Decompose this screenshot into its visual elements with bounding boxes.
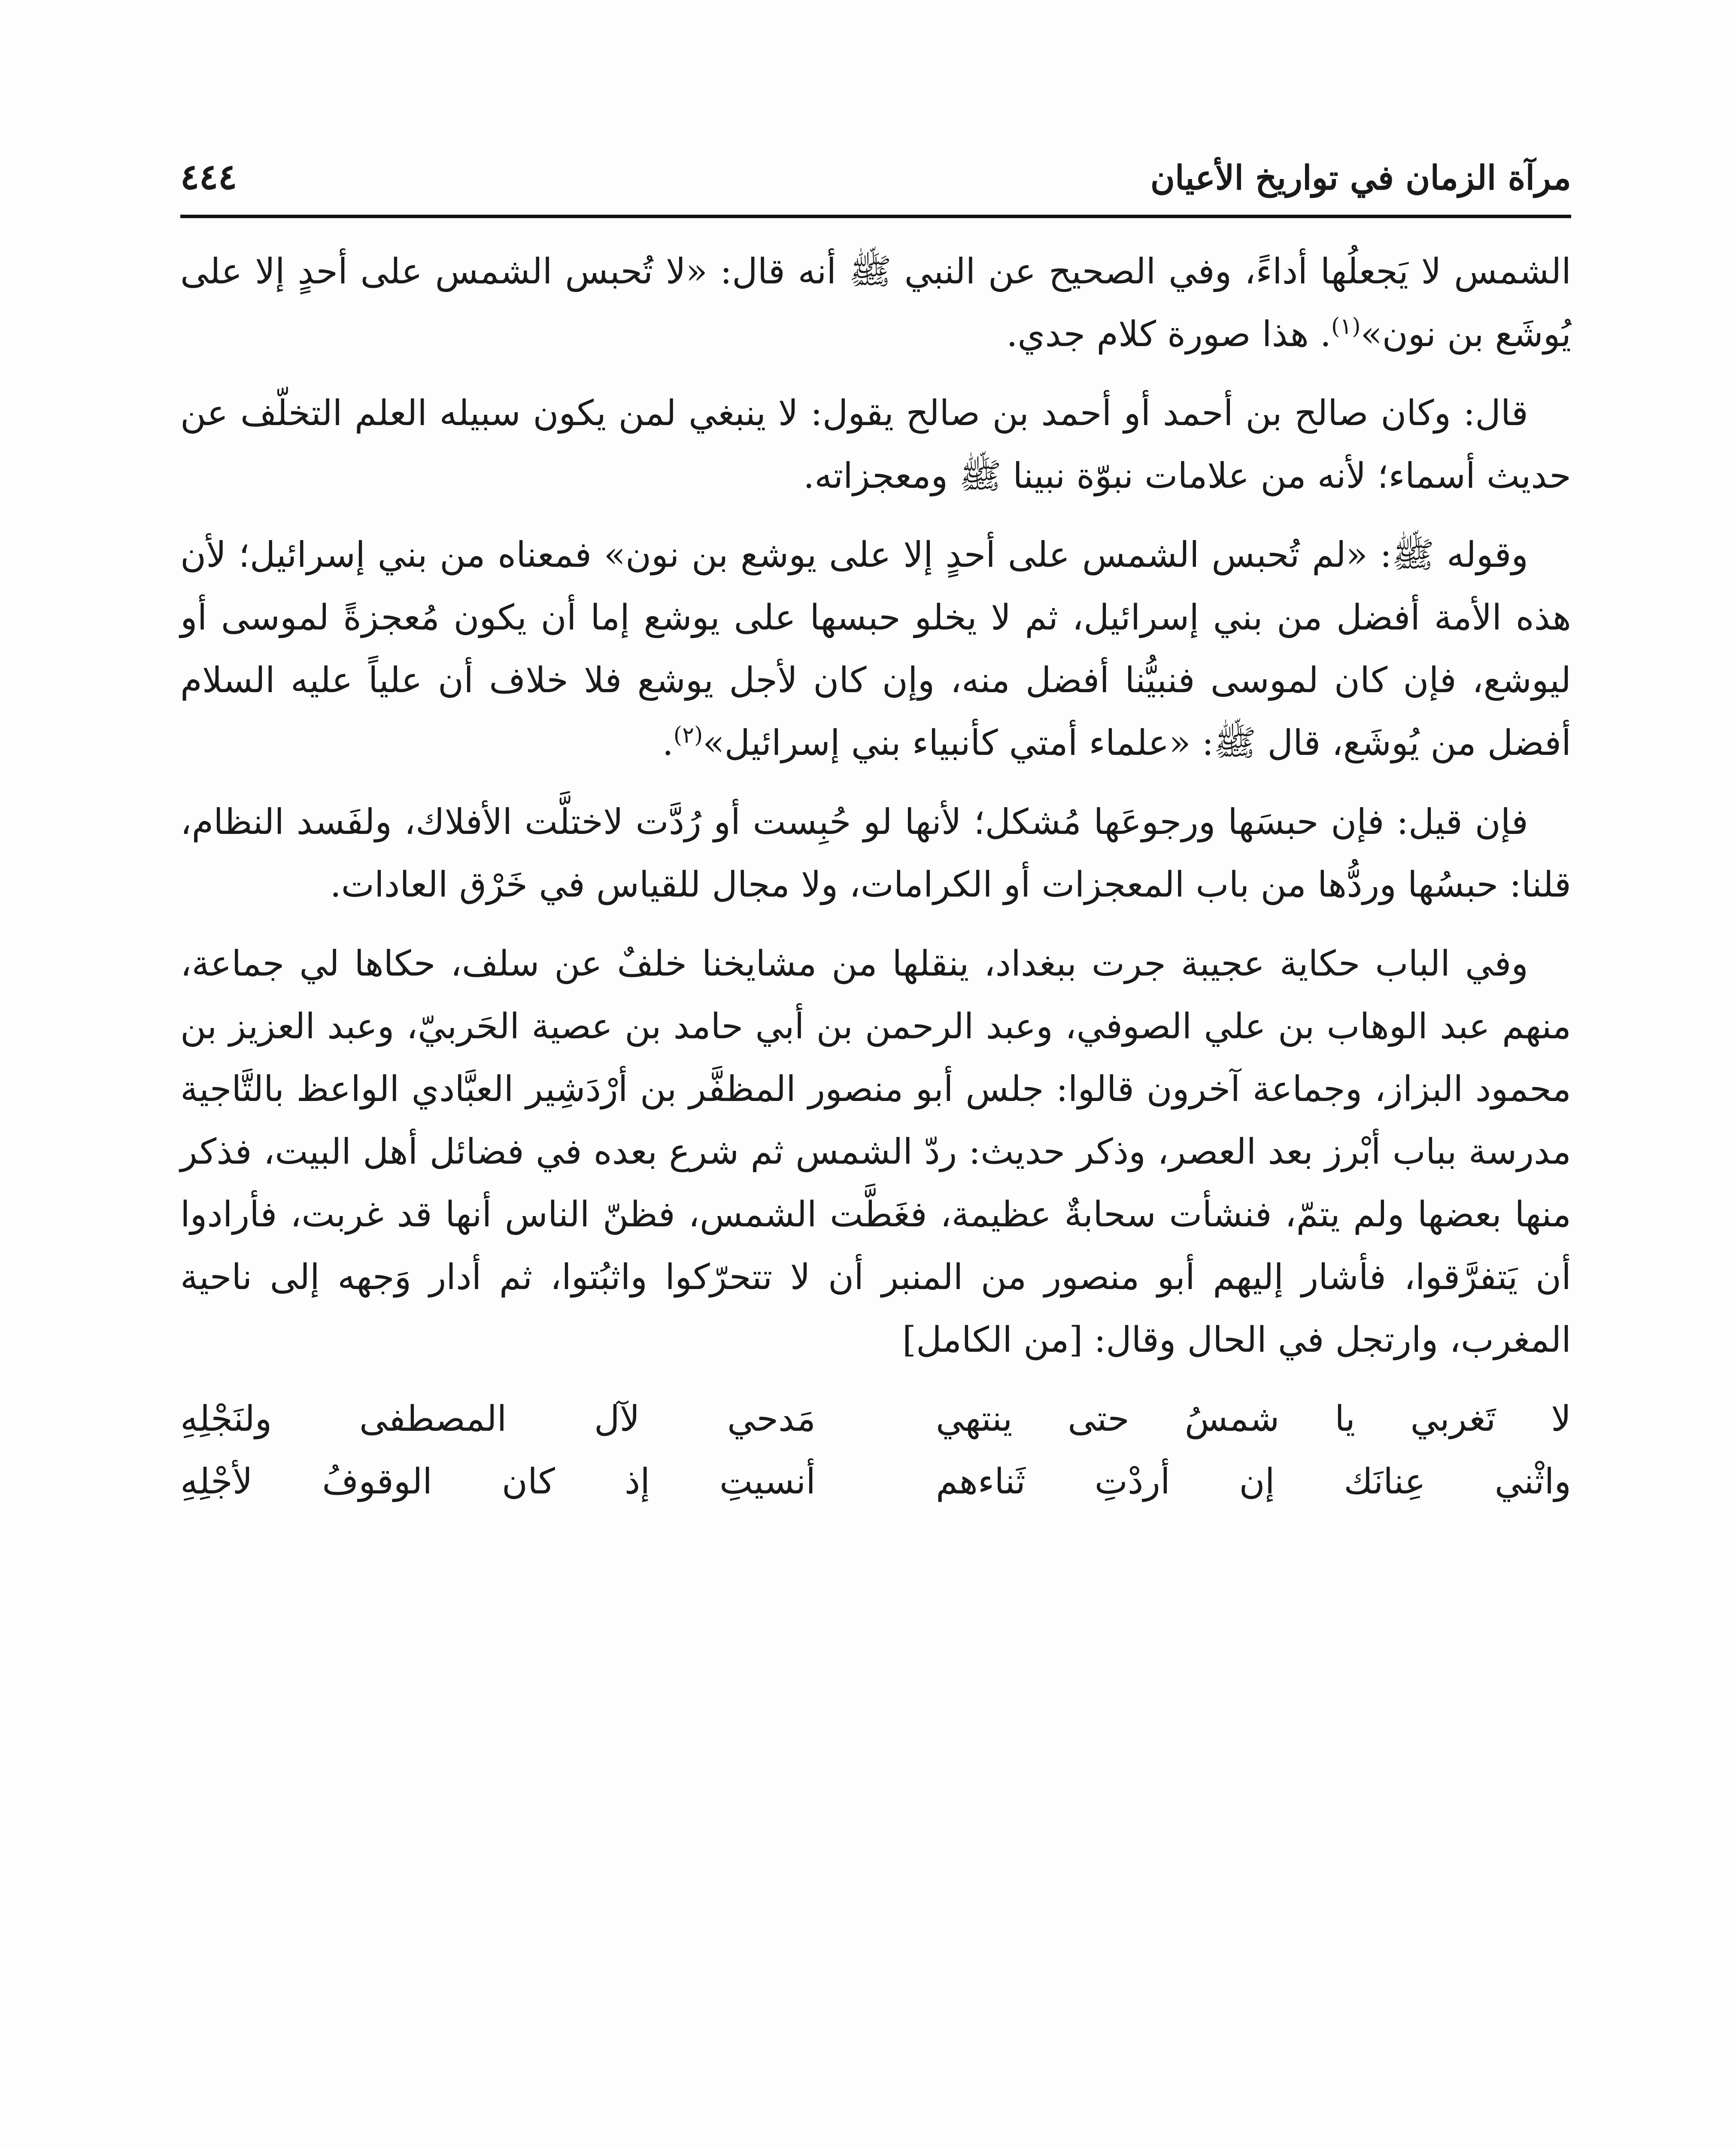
page-number: ٤٤٤: [180, 156, 237, 198]
verse-second-hemistich: أنسيتِ إذ كان الوقوفُ لأجْلِهِ: [180, 1461, 816, 1502]
paragraph-1-text: الشمس لا يَجعلُها أداءً، وفي الصحيح عن النبي ﷺ أنه قال: «لا تُحبس الشمس على أحدٍ إلا على يُوشَع بن نون»: [180, 251, 1571, 355]
paragraph-2: قال: وكان صالح بن أحمد أو أحمد بن صالح يقول: لا ينبغي لمن يكون سبيله العلم التخلّف عن حديث أسماء؛ لأنه من علامات نبوّة نبينا ﷺ ومعجزاته.: [180, 393, 1571, 496]
book-title: مرآة الزمان في تواريخ الأعيان: [1150, 158, 1571, 198]
verse-first-hemistich: لا تَغربي يا شمسُ حتى ينتهي: [936, 1399, 1571, 1439]
footnote-ref-2[interactable]: (٢): [673, 722, 703, 748]
verse-second-hemistich: مَدحي لآل المصطفى ولنَجْلِهِ: [180, 1399, 816, 1439]
paragraph-3-tail: .: [662, 723, 674, 763]
main-text: [180, 240, 1571, 1513]
running-header: [180, 142, 1571, 198]
verse-first-hemistich: واثْني عِنانَك إن أردْتِ ثَناءهم: [936, 1461, 1571, 1502]
paragraph-4: فإن قيل: فإن حبسَها ورجوعَها مُشكل؛ لأنها لو حُبِست أو رُدَّت لاختلَّت الأفلاك، ولفَسد النظام، قلنا: حبسُها وردُّها من باب المعجزات أو الكرامات، ولا مجال للقياس في خَرْق العادات.: [180, 802, 1571, 905]
header-divider: [180, 215, 1571, 218]
paragraph-1-tail: . هذا صورة كلام جدي.: [1006, 314, 1331, 355]
footnote-ref-1[interactable]: (١): [1331, 313, 1361, 340]
paragraph-5: وفي الباب حكاية عجيبة جرت ببغداد، ينقلها من مشايخنا خلفٌ عن سلف، حكاها لي جماعة، منهم عبد الوهاب بن علي الصوفي، وعبد الرحمن بن أبي حامد بن عصية الحَربيّ، وعبد العزيز بن محمود البزاز، وجماعة آخرون قالوا: جلس أبو منصور المظفَّر بن أرْدَشِير العبَّادي الواعظ بالتَّاجية مدرسة بباب أبْرز بعد العصر، وذكر حديث: ردّ الشمس ثم شرع بعده في فضائل أهل البيت، فذكر منها بعضها ولم يتمّ، فنشأت سحابةٌ عظيمة، فغَطَّت الشمس، فظنّ الناس أنها قد غربت، فأرادوا أن يَتفرَّقوا، فأشار إليهم أبو منصور من المنبر أن لا تتحرّكوا واثبُتوا، ثم أدار وَجهه إلى ناحية المغرب، وارتجل في الحال وقال: [من الكامل]: [180, 943, 1571, 1360]
paragraph-1: [180, 240, 1571, 366]
poem: [180, 1388, 1571, 1513]
verse-line: [180, 1388, 1571, 1451]
paragraph-3-text: وقوله ﷺ: «لم تُحبس الشمس على أحدٍ إلا على يوشع بن نون» فمعناه من بني إسرائيل؛ لأن هذه الأمة أفضل من بني إسرائيل، ثم لا يخلو حبسها على يوشع إما أن يكون مُعجزةً لموسى أو ليوشع، فإن كان لموسى فنبيُّنا أفضل منه، وإن كان لأجل يوشع فلا خلاف أن علياً عليه السلام أفضل من يُوشَع، قال ﷺ: «علماء أمتي كأنبياء بني إسرائيل»: [180, 535, 1571, 763]
paragraph-3: [180, 524, 1571, 775]
verse-line: [180, 1451, 1571, 1513]
